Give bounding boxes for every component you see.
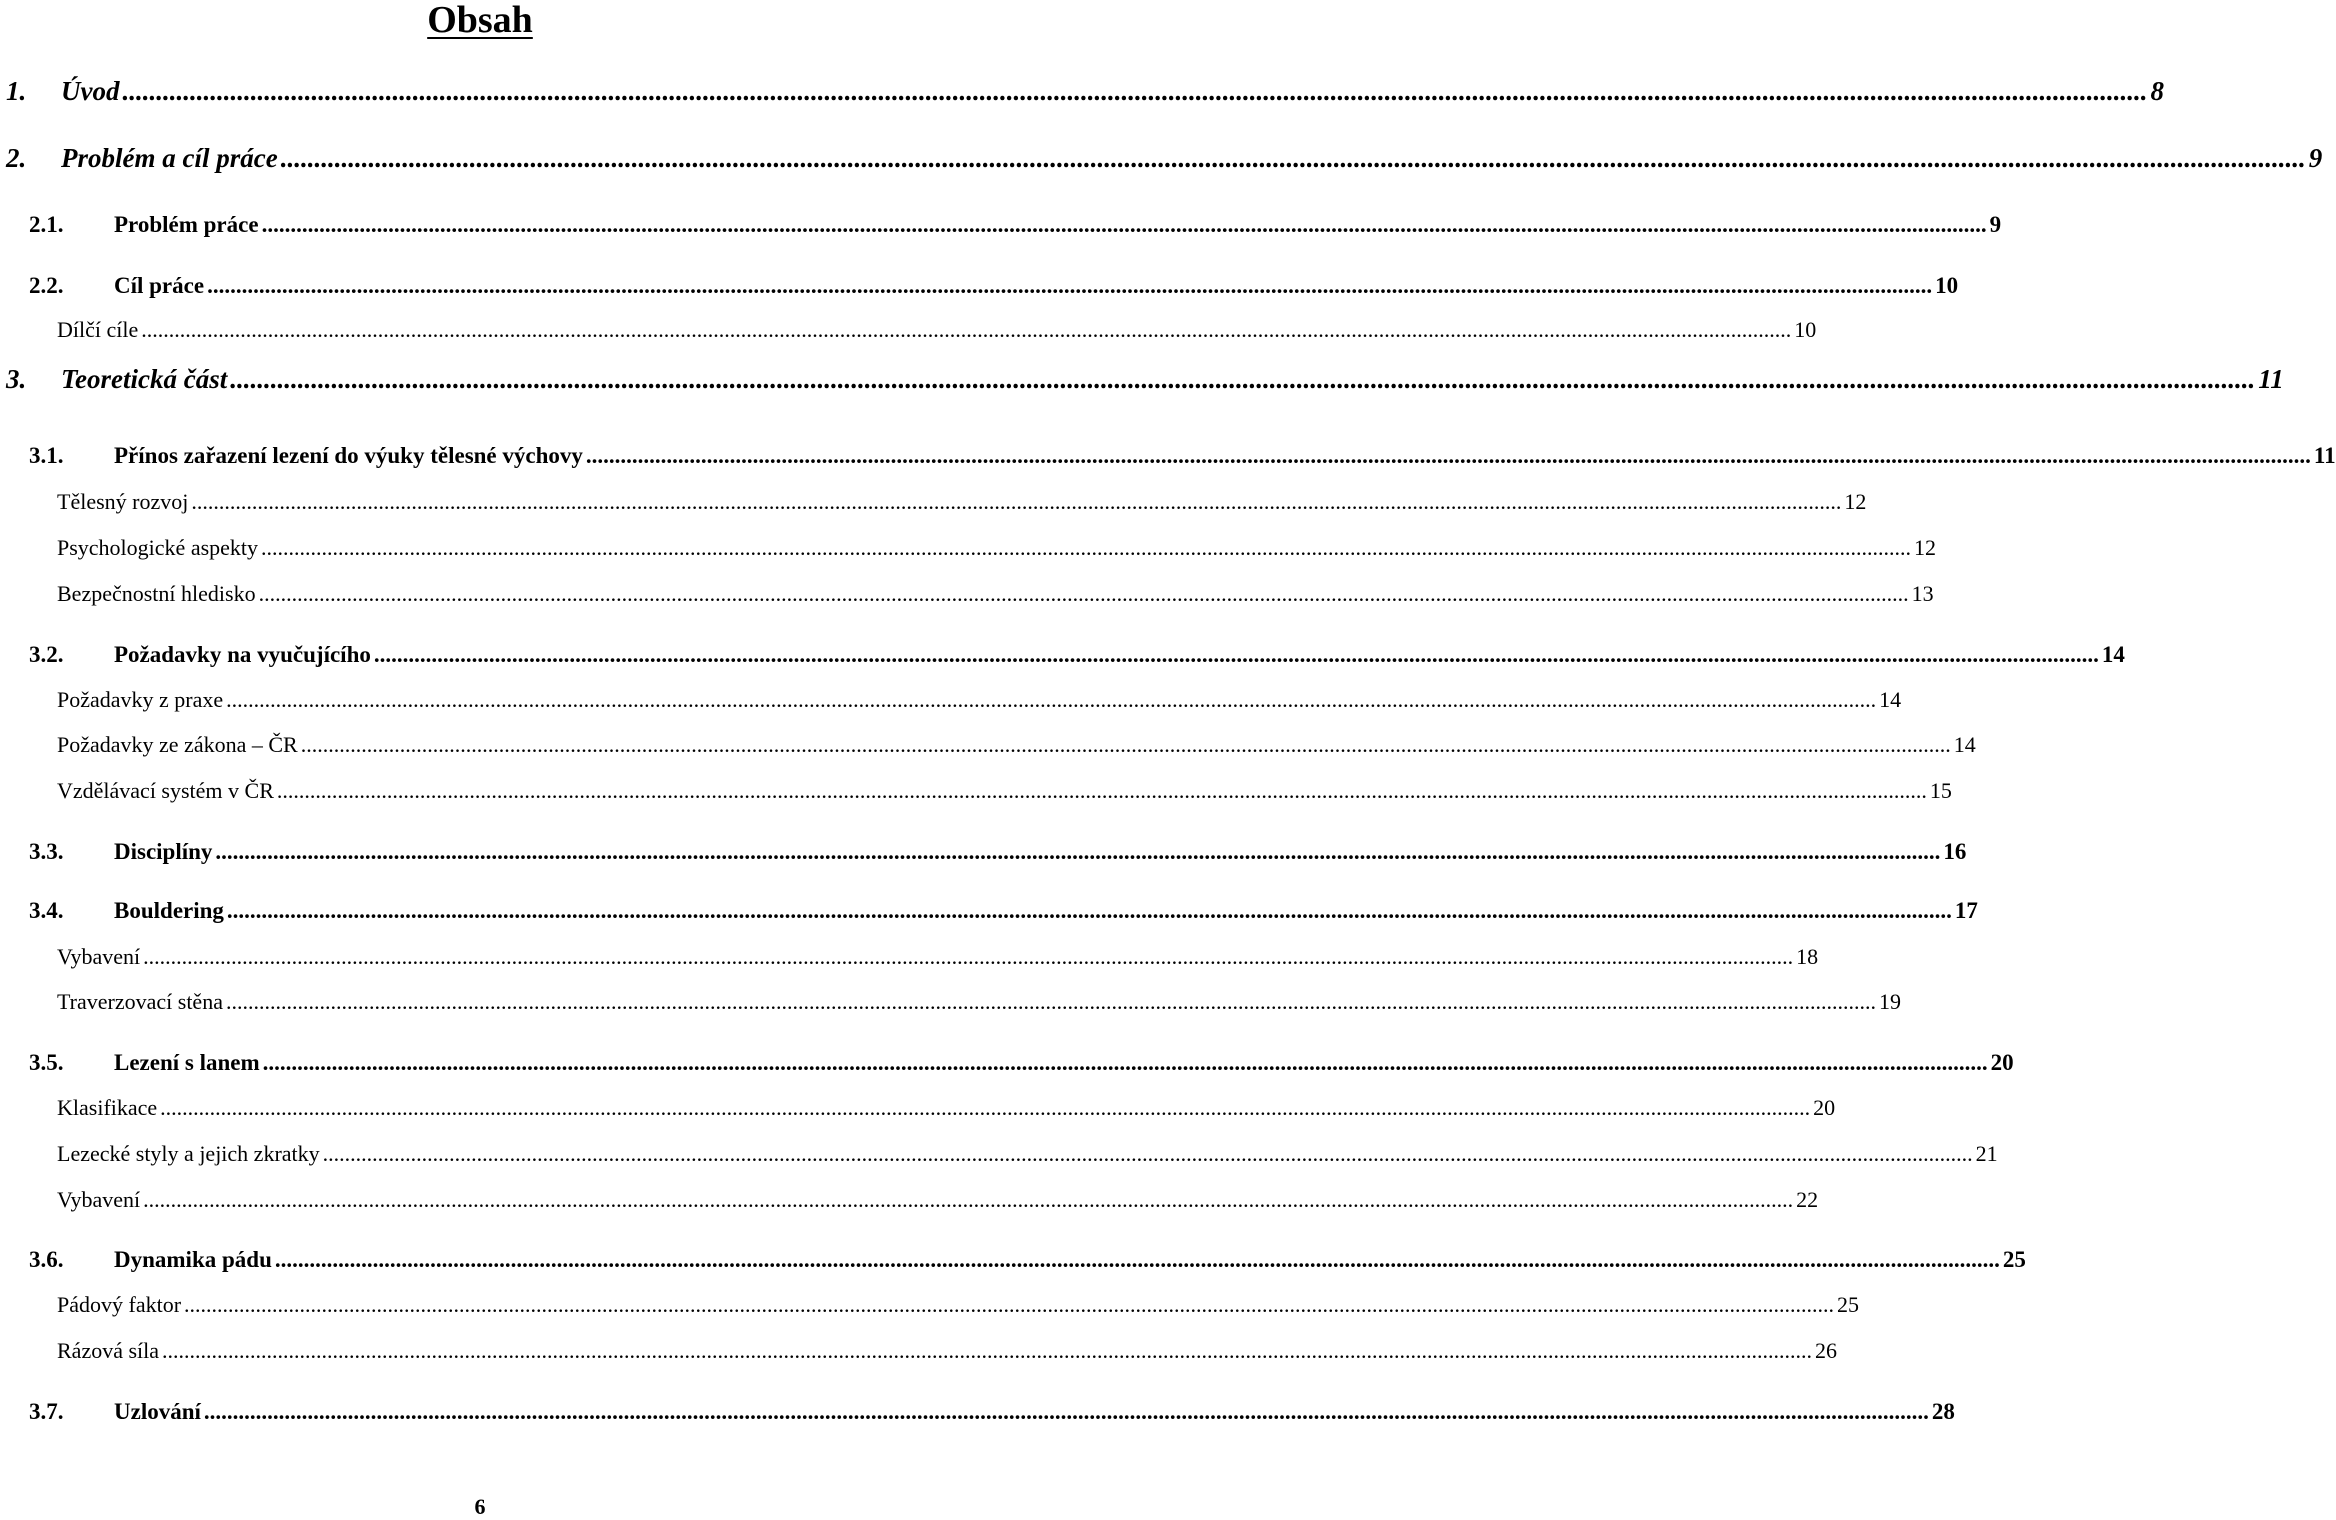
- toc-leader-dots: ............................................................................................................................................................................................................................................................................................................: [191, 489, 1842, 514]
- toc-entry[interactable]: [0, 481, 1867, 515]
- toc-entry-page: 25: [1837, 1292, 1860, 1317]
- toc-entry-number: 3.4.: [29, 898, 64, 923]
- toc-entry-title: Bezpečnostní hledisko: [57, 581, 256, 606]
- toc-entry[interactable]: [0, 1179, 1819, 1213]
- toc-leader-dots: ............................................................................................................................................................................................................................................................................................................: [184, 1292, 1835, 1317]
- toc-leader-dots: ............................................................................................................................................................................................................................................................................................................: [262, 1050, 1988, 1075]
- toc-leader-dots: ............................................................................................................................................................................................................................................................................................................: [274, 1247, 2000, 1272]
- toc-entry-number: 2.1.: [29, 212, 64, 237]
- toc-leader-dots: ............................................................................................................................................................................................................................................................................................................: [143, 944, 1794, 969]
- toc-entry-title: Pádový faktor: [57, 1292, 182, 1317]
- toc-entry-number: 3.6.: [29, 1247, 64, 1272]
- toc-entry-title: Lezecké styly a jejich zkratky: [57, 1141, 320, 1166]
- toc-entry-title: Problém a cíl práce: [61, 143, 278, 173]
- toc-leader-dots: ............................................................................................................................................................................................................................................................................................................: [300, 732, 1951, 757]
- toc-entry-page: 11: [2258, 364, 2284, 394]
- toc-leader-dots: ............................................................................................................................................................................................................................................................................................................: [226, 687, 1877, 712]
- toc-entry-page: 20: [1813, 1095, 1836, 1120]
- toc-entry-title: Přínos zařazení lezení do výuky tělesné výchovy: [114, 443, 583, 468]
- toc-entry-title: Vybavení: [57, 1187, 141, 1212]
- toc-entry-title: Požadavky na vyučujícího: [114, 642, 371, 667]
- toc-entry-title: Teoretická část: [61, 364, 228, 394]
- toc-leader-dots: ............................................................................................................................................................................................................................................................................................................: [258, 581, 1909, 606]
- toc-entry-page: 10: [1794, 317, 1817, 342]
- toc-entry[interactable]: [0, 981, 1901, 1015]
- toc-leader-dots: ............................................................................................................................................................................................................................................................................................................: [276, 778, 1927, 803]
- toc-entry[interactable]: [0, 679, 1902, 713]
- toc-entry-title: Úvod: [61, 76, 120, 106]
- toc-entry[interactable]: [0, 1133, 1998, 1167]
- toc-entry[interactable]: [0, 936, 1819, 970]
- toc-entry-page: 12: [1844, 489, 1867, 514]
- toc-entry[interactable]: [0, 890, 1978, 924]
- toc-entry-number: 3.7.: [29, 1399, 64, 1424]
- toc-entry-page: 14: [1879, 687, 1902, 712]
- toc-entry-page: 9: [2308, 143, 2323, 173]
- toc-entry-title: Vzdělávací systém v ČR: [57, 778, 274, 803]
- toc-entry-page: 14: [2101, 642, 2125, 667]
- toc-entry-number: 2.2.: [29, 273, 64, 298]
- toc-entry[interactable]: [0, 770, 1952, 804]
- toc-leader-dots: ............................................................................................................................................................................................................................................................................................................: [261, 212, 1987, 237]
- toc-entry-number: 3.5.: [29, 1050, 64, 1075]
- toc-entry-page: 11: [2313, 443, 2336, 468]
- toc-entry[interactable]: [0, 527, 1937, 561]
- toc-entry-number: 3.3.: [29, 839, 64, 864]
- toc-entry-title: Uzlování: [114, 1399, 201, 1424]
- toc-entry-page: 16: [1943, 839, 1967, 864]
- toc-entry-page: 8: [2150, 76, 2164, 106]
- toc-entry-page: 26: [1815, 1338, 1838, 1363]
- toc-entry[interactable]: [0, 634, 2125, 668]
- toc-entry[interactable]: [0, 73, 2164, 107]
- toc-entry[interactable]: [0, 435, 2336, 469]
- toc-entry[interactable]: [0, 573, 1934, 607]
- toc-entry-page: 20: [1990, 1050, 2014, 1075]
- page-number: 6: [474, 1494, 486, 1519]
- toc-entry-page: 15: [1929, 778, 1952, 803]
- toc-leader-dots: ............................................................................................................................................................................................................................................................................................................: [143, 1187, 1794, 1212]
- toc-leader-dots: ............................................................................................................................................................................................................................................................................................................: [160, 1095, 1811, 1120]
- toc-leader-dots: ............................................................................................................................................................................................................................................................................................................: [261, 535, 1912, 560]
- toc-entry[interactable]: [0, 204, 2002, 238]
- toc-leader-dots: ............................................................................................................................................................................................................................................................................................................: [225, 989, 1876, 1014]
- toc-entry-title: Bouldering: [114, 898, 224, 923]
- toc-entry-page: 9: [1989, 212, 2002, 237]
- toc-entry-page: 14: [1953, 732, 1976, 757]
- toc-entry-page: 10: [1935, 273, 1959, 298]
- toc-entry-page: 25: [2002, 1247, 2026, 1272]
- toc-entry-title: Dynamika pádu: [114, 1247, 272, 1272]
- toc-entry-number: 1.: [6, 76, 27, 106]
- toc-entry-page: 22: [1796, 1187, 1819, 1212]
- toc-entry-page: 18: [1796, 944, 1819, 969]
- toc-entry-title: Rázová síla: [57, 1338, 160, 1363]
- toc-entry-number: 3.: [6, 364, 27, 394]
- toc-entry-page: 12: [1914, 535, 1937, 560]
- toc-entry[interactable]: [0, 1042, 2014, 1076]
- toc-leader-dots: ............................................................................................................................................................................................................................................................................................................: [122, 76, 2148, 106]
- toc-entry-title: Cíl práce: [114, 273, 205, 298]
- toc-entry-title: Požadavky z praxe: [57, 687, 224, 712]
- toc-leader-dots: ............................................................................................................................................................................................................................................................................................................: [207, 273, 1933, 298]
- toc-entry[interactable]: [0, 831, 1967, 865]
- toc-entry[interactable]: [0, 1330, 1838, 1364]
- toc-entry[interactable]: [0, 1284, 1860, 1318]
- toc-entry-page: 13: [1911, 581, 1934, 606]
- toc-leader-dots: ............................................................................................................................................................................................................................................................................................................: [162, 1338, 1813, 1363]
- toc-entry-page: 17: [1954, 898, 1978, 923]
- toc-entry-page: 21: [1975, 1141, 1998, 1166]
- toc-leader-dots: ............................................................................................................................................................................................................................................................................................................: [322, 1141, 1973, 1166]
- toc-leader-dots: ............................................................................................................................................................................................................................................................................................................: [585, 443, 2311, 468]
- toc-entry-page: 28: [1931, 1399, 1955, 1424]
- toc-leader-dots: ............................................................................................................................................................................................................................................................................................................: [203, 1399, 1929, 1424]
- toc-leader-dots: ............................................................................................................................................................................................................................................................................................................: [215, 839, 1941, 864]
- toc-entry-title: Vybavení: [57, 944, 141, 969]
- toc-entry-title: Disciplíny: [114, 839, 213, 864]
- toc-entry-title: Problém práce: [114, 212, 259, 237]
- toc-entry-title: Dílčí cíle: [57, 317, 139, 342]
- toc-entry-number: 3.2.: [29, 642, 64, 667]
- toc-entry[interactable]: [0, 724, 1976, 758]
- toc-entry-page: 19: [1878, 989, 1901, 1014]
- toc-leader-dots: ............................................................................................................................................................................................................................................................................................................: [280, 143, 2306, 173]
- toc-entry-title: Klasifikace: [57, 1095, 158, 1120]
- toc-entry-number: 3.1.: [29, 443, 64, 468]
- toc-entry-number: 2.: [6, 143, 27, 173]
- toc-entry-title: Traverzovací stěna: [57, 989, 223, 1014]
- toc-leader-dots: ............................................................................................................................................................................................................................................................................................................: [141, 317, 1792, 342]
- toc-leader-dots: ............................................................................................................................................................................................................................................................................................................: [230, 364, 2256, 394]
- toc-leader-dots: ............................................................................................................................................................................................................................................................................................................: [226, 898, 1952, 923]
- toc-entry[interactable]: [0, 1239, 2026, 1273]
- toc-leader-dots: ............................................................................................................................................................................................................................................................................................................: [373, 642, 2099, 667]
- toc-entry[interactable]: [0, 361, 2284, 395]
- toc-entry[interactable]: [0, 265, 1959, 299]
- toc-entry-title: Psychologické aspekty: [57, 535, 259, 560]
- toc-entry-title: Lezení s lanem: [114, 1050, 260, 1075]
- page-title: Obsah: [427, 0, 533, 41]
- toc-entry[interactable]: [0, 1087, 1836, 1121]
- toc-entry-title: Požadavky ze zákona – ČR: [57, 732, 298, 757]
- toc-entry[interactable]: [0, 309, 1817, 343]
- toc-entry[interactable]: [0, 1391, 1955, 1425]
- toc-entry-title: Tělesný rozvoj: [57, 489, 189, 514]
- toc-entry[interactable]: [0, 140, 2323, 174]
